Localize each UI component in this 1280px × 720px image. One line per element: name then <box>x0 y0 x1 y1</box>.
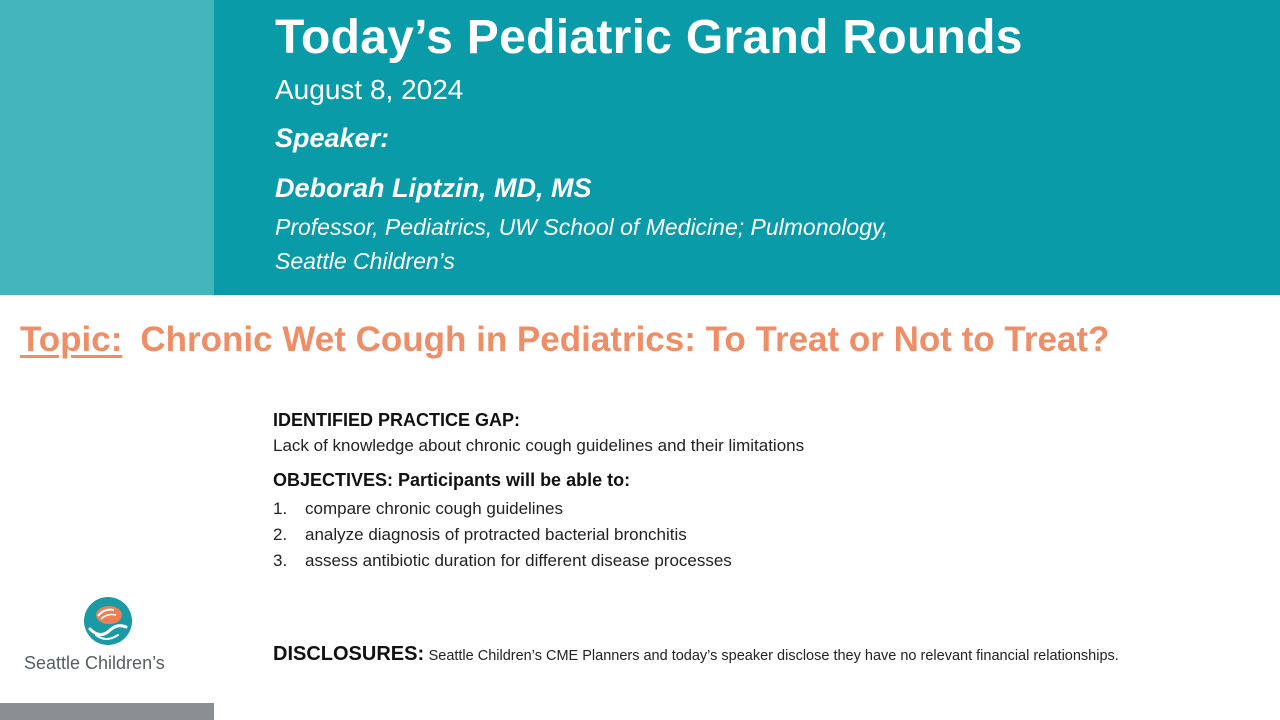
objective-text: compare chronic cough guidelines <box>305 499 563 518</box>
header-side-panel <box>0 0 214 295</box>
speaker-label: Speaker: <box>275 123 390 153</box>
objective-number: 3. <box>273 551 288 570</box>
objectives-list <box>273 496 1233 574</box>
page-title: Today’s Pediatric Grand Rounds <box>275 11 1023 64</box>
objective-number: 2. <box>273 525 288 544</box>
topic-line <box>20 320 1109 360</box>
content-section <box>273 410 1233 574</box>
speaker-role-line-1: Professor, Pediatrics, UW School of Medicine; Pulmonology, <box>275 214 889 240</box>
disclosures <box>273 643 1119 666</box>
disclosures-label: DISCLOSURES: <box>273 643 425 665</box>
speaker-role-line-2: Seattle Children’s <box>275 248 455 274</box>
objective-item <box>273 548 1233 574</box>
objective-number: 1. <box>273 499 288 518</box>
topic-text: Chronic Wet Cough in Pediatrics: To Treat or Not to Treat? <box>140 320 1110 359</box>
objective-item <box>273 496 1233 522</box>
practice-gap-text: Lack of knowledge about chronic cough guidelines and their limitations <box>273 436 805 455</box>
objectives-heading: OBJECTIVES: Participants will be able to: <box>273 470 631 490</box>
bottom-bar <box>0 703 214 720</box>
practice-gap-heading: IDENTIFIED PRACTICE GAP: <box>273 410 521 430</box>
objective-text: analyze diagnosis of protracted bacterial bronchitis <box>305 525 687 544</box>
logo-text: Seattle Children’s <box>24 653 165 673</box>
header-banner <box>0 0 1280 295</box>
objective-text: assess antibiotic duration for different disease processes <box>305 551 732 570</box>
objective-item <box>273 522 1233 548</box>
speaker-role <box>275 210 995 278</box>
speaker-name: Deborah Liptzin, MD, MS <box>275 173 592 203</box>
seattle-childrens-logo <box>20 593 200 683</box>
seattle-childrens-logo-icon <box>82 595 134 647</box>
event-date: August 8, 2024 <box>275 74 464 105</box>
topic-label: Topic: <box>20 320 123 359</box>
disclosures-text: Seattle Children’s CME Planners and today’s speaker disclose they have no relevant financial relationships. <box>428 648 1119 664</box>
